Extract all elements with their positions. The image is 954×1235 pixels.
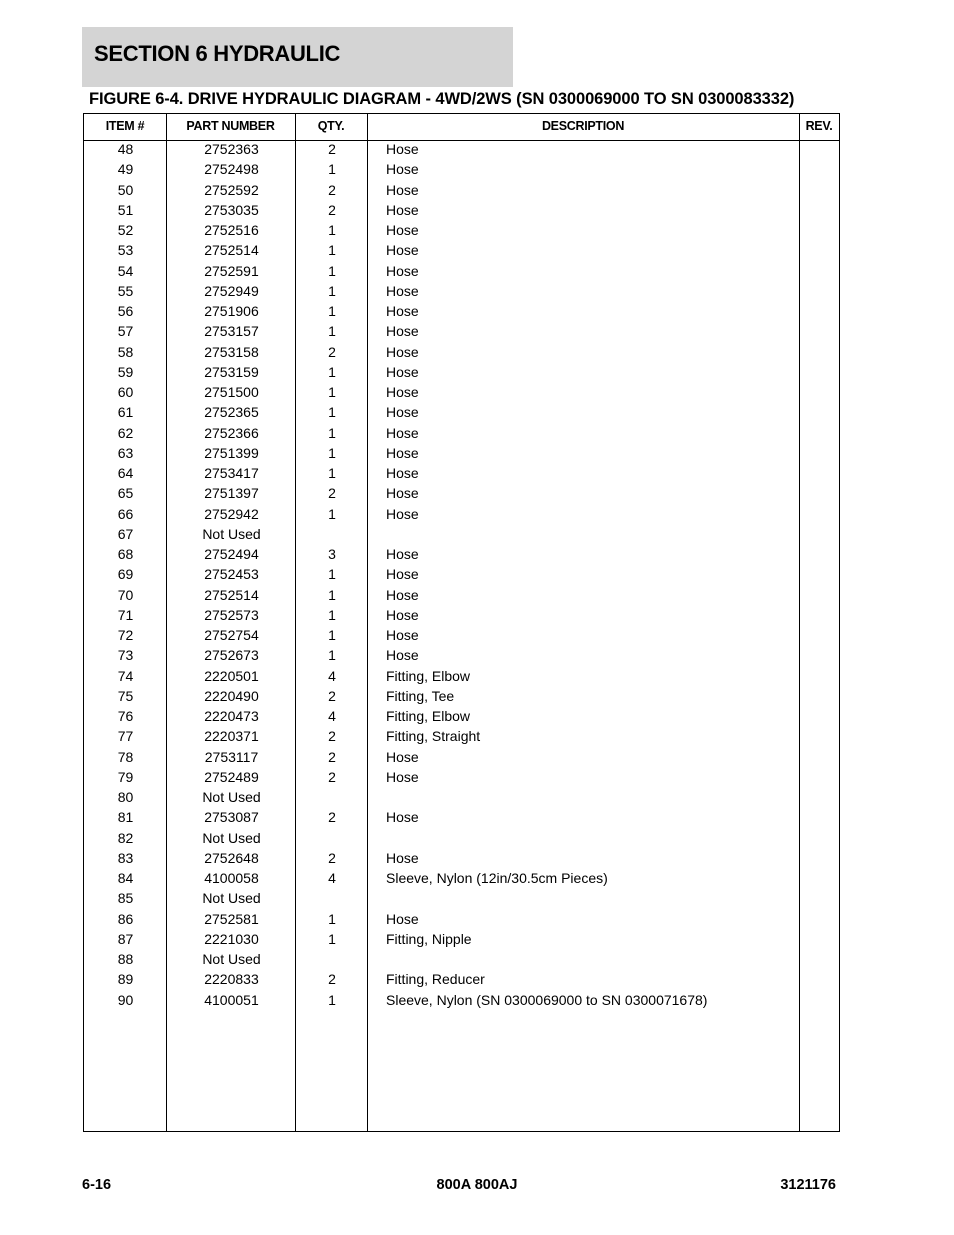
- item-number: 55: [117, 282, 134, 299]
- quantity: 1: [328, 910, 336, 927]
- item-number: 80: [117, 789, 134, 805]
- quantity: 1: [328, 606, 336, 623]
- part-number: 4100058: [204, 870, 259, 886]
- part-number: 2752453: [204, 566, 259, 583]
- part-number: 2752489: [204, 768, 259, 785]
- item-number: 56: [117, 303, 134, 319]
- item-number: 69: [117, 566, 134, 583]
- quantity: 2: [328, 748, 336, 765]
- description: Hose: [386, 606, 419, 623]
- item-number: 67: [117, 525, 134, 542]
- part-number: 2753159: [204, 363, 259, 380]
- description: Hose: [386, 809, 419, 826]
- description: Hose: [386, 424, 419, 441]
- quantity: 2: [328, 809, 336, 826]
- description: Fitting, Elbow: [386, 708, 471, 724]
- part-number: 2751906: [204, 303, 259, 319]
- header-description: DESCRIPTION: [541, 119, 625, 133]
- description: Hose: [386, 201, 419, 218]
- item-number: 81: [117, 809, 134, 826]
- table-row: [84, 993, 839, 1013]
- description: Hose: [386, 748, 419, 765]
- item-number: 61: [117, 404, 134, 421]
- part-number: 2752365: [204, 404, 259, 421]
- item-number: 90: [117, 991, 134, 1008]
- quantity: 1: [328, 323, 336, 340]
- description: Hose: [386, 444, 419, 461]
- item-number: 53: [117, 242, 134, 259]
- item-number: 60: [117, 384, 134, 400]
- item-number: 73: [117, 647, 134, 664]
- quantity: 1: [328, 444, 336, 461]
- quantity: 2: [328, 141, 336, 157]
- table-row: [84, 952, 839, 972]
- description: Hose: [386, 222, 419, 238]
- table-row: [84, 304, 839, 324]
- part-number: 2220501: [204, 667, 259, 684]
- item-number: 51: [117, 201, 134, 218]
- table-row: [84, 162, 839, 182]
- part-number: 2752494: [204, 546, 259, 562]
- quantity: 1: [328, 222, 336, 238]
- quantity: 1: [328, 465, 336, 481]
- part-number: 2751399: [204, 444, 259, 461]
- part-number: Not Used: [202, 525, 261, 542]
- part-number: 2753117: [204, 748, 259, 765]
- quantity: 1: [328, 242, 336, 259]
- table-row: [84, 365, 839, 385]
- part-number: 2220833: [204, 971, 259, 988]
- table-row: [84, 203, 839, 223]
- header-item: ITEM #: [105, 119, 145, 133]
- header-part-number: PART NUMBER: [186, 119, 275, 133]
- item-number: 66: [117, 505, 134, 522]
- part-number: 2221030: [204, 930, 259, 947]
- item-number: 68: [117, 546, 134, 562]
- table-row: [84, 851, 839, 871]
- quantity: 2: [328, 485, 336, 502]
- description: Hose: [386, 768, 419, 785]
- description: Hose: [386, 141, 419, 157]
- quantity: 4: [328, 708, 336, 724]
- description: Hose: [386, 363, 419, 380]
- part-number: 2752516: [204, 222, 259, 238]
- item-number: 83: [117, 849, 134, 866]
- description: Fitting, Reducer: [386, 971, 485, 988]
- item-number: 84: [117, 870, 134, 886]
- description: Fitting, Straight: [386, 728, 481, 745]
- quantity: 1: [328, 930, 336, 947]
- description: Hose: [386, 161, 419, 178]
- item-number: 76: [117, 708, 134, 724]
- part-number: 2752592: [204, 181, 259, 198]
- description: Hose: [386, 505, 419, 522]
- part-number: Not Used: [202, 829, 261, 846]
- part-number: 2220490: [204, 687, 259, 704]
- quantity: 1: [328, 363, 336, 380]
- quantity: 2: [328, 687, 336, 704]
- item-number: 85: [117, 890, 134, 907]
- item-number: 57: [117, 323, 134, 340]
- table-row: [84, 810, 839, 830]
- description: Sleeve, Nylon (12in/30.5cm Pieces): [386, 870, 608, 886]
- footer-doc-number: 3121176: [780, 1177, 836, 1193]
- table-row: [84, 264, 839, 284]
- description: Fitting, Tee: [386, 687, 455, 704]
- table-row: [84, 142, 839, 162]
- description: Hose: [386, 181, 419, 198]
- item-number: 54: [117, 262, 134, 279]
- quantity: 1: [328, 647, 336, 664]
- item-number: 63: [117, 444, 134, 461]
- quantity: 1: [328, 424, 336, 441]
- item-number: 48: [117, 141, 134, 157]
- table-row: [84, 527, 839, 547]
- part-number: 2753157: [204, 323, 259, 340]
- description: Fitting, Elbow: [386, 667, 471, 684]
- item-number: 87: [117, 930, 134, 947]
- table-row: [84, 547, 839, 567]
- description: Hose: [386, 647, 419, 664]
- parts-table: [83, 113, 840, 1132]
- description: Fitting, Nipple: [386, 930, 472, 947]
- description: Hose: [386, 586, 419, 603]
- table-row: [84, 385, 839, 405]
- quantity: 2: [328, 343, 336, 360]
- description: Hose: [386, 566, 419, 583]
- description: Hose: [386, 343, 419, 360]
- part-number: 2752514: [204, 242, 259, 259]
- description: Hose: [386, 627, 419, 643]
- description: Hose: [386, 485, 419, 502]
- table-header: [84, 114, 839, 141]
- part-number: 2752573: [204, 606, 259, 623]
- quantity: 3: [328, 546, 336, 562]
- table-row: [84, 689, 839, 709]
- description: Hose: [386, 242, 419, 259]
- header-rev: REV.: [805, 119, 833, 133]
- item-number: 75: [117, 687, 134, 704]
- part-number: 2220371: [204, 728, 259, 745]
- table-row: [84, 324, 839, 344]
- item-number: 77: [117, 728, 134, 745]
- table-row: [84, 567, 839, 587]
- table-row: [84, 750, 839, 770]
- figure-title: FIGURE 6-4. DRIVE HYDRAULIC DIAGRAM - 4WD/2WS (SN 0300069000 TO SN 0300083332): [89, 90, 795, 108]
- part-number: 2752754: [204, 627, 259, 643]
- part-number: 2752673: [204, 647, 259, 664]
- table-row: [84, 183, 839, 203]
- item-number: 89: [117, 971, 134, 988]
- table-row: [84, 628, 839, 648]
- description: Hose: [386, 910, 419, 927]
- item-number: 64: [117, 465, 134, 481]
- table-row: [84, 507, 839, 527]
- item-number: 49: [117, 161, 134, 178]
- table-row: [84, 831, 839, 851]
- item-number: 71: [117, 606, 134, 623]
- description: Hose: [386, 546, 419, 562]
- quantity: 1: [328, 262, 336, 279]
- item-number: 65: [117, 485, 134, 502]
- item-number: 82: [117, 829, 134, 846]
- part-number: 2752363: [204, 141, 259, 157]
- part-number: 2753158: [204, 343, 259, 360]
- description: Hose: [386, 323, 419, 340]
- table-row: [84, 972, 839, 992]
- table-row: [84, 729, 839, 749]
- item-number: 78: [117, 748, 134, 765]
- quantity: 2: [328, 728, 336, 745]
- part-number: Not Used: [202, 951, 261, 967]
- item-number: 72: [117, 627, 134, 643]
- table-row: [84, 426, 839, 446]
- footer-model: 800A 800AJ: [436, 1177, 518, 1193]
- part-number: 2751397: [204, 485, 259, 502]
- quantity: 1: [328, 627, 336, 643]
- quantity: 1: [328, 282, 336, 299]
- quantity: 2: [328, 768, 336, 785]
- table-row: [84, 223, 839, 243]
- quantity: 2: [328, 201, 336, 218]
- table-row: [84, 486, 839, 506]
- part-number: 2220473: [204, 708, 259, 724]
- part-number: 4100051: [204, 991, 259, 1008]
- table-row: [84, 669, 839, 689]
- quantity: 1: [328, 586, 336, 603]
- table-row: [84, 466, 839, 486]
- part-number: 2751500: [204, 384, 259, 400]
- table-row: [84, 912, 839, 932]
- quantity: 4: [328, 667, 336, 684]
- part-number: 2752498: [204, 161, 259, 178]
- quantity: 1: [328, 303, 336, 319]
- part-number: Not Used: [202, 890, 261, 907]
- part-number: 2753035: [204, 201, 259, 218]
- item-number: 88: [117, 951, 134, 967]
- part-number: 2752648: [204, 849, 259, 866]
- table-row: [84, 709, 839, 729]
- table-body: [84, 142, 839, 1013]
- table-row: [84, 405, 839, 425]
- part-number: 2752514: [204, 586, 259, 603]
- description: Hose: [386, 262, 419, 279]
- quantity: 2: [328, 971, 336, 988]
- item-number: 86: [117, 910, 134, 927]
- quantity: 1: [328, 566, 336, 583]
- quantity: 4: [328, 870, 336, 886]
- part-number: 2752581: [204, 910, 259, 927]
- section-title: SECTION 6 HYDRAULIC: [94, 41, 341, 66]
- item-number: 59: [117, 363, 134, 380]
- footer-page-number: 6-16: [82, 1177, 112, 1193]
- description: Hose: [386, 404, 419, 421]
- item-number: 74: [117, 667, 134, 684]
- table-row: [84, 648, 839, 668]
- table-row: [84, 588, 839, 608]
- description: Sleeve, Nylon (SN 0300069000 to SN 0300071678): [386, 991, 708, 1008]
- description: Hose: [386, 465, 419, 481]
- table-row: [84, 284, 839, 304]
- quantity: 1: [328, 991, 336, 1008]
- quantity: 1: [328, 404, 336, 421]
- header-qty: QTY.: [317, 119, 345, 133]
- part-number: Not Used: [202, 789, 261, 805]
- item-number: 70: [117, 586, 134, 603]
- table-row: [84, 770, 839, 790]
- item-number: 50: [117, 181, 134, 198]
- part-number: 2753417: [204, 465, 259, 481]
- description: Hose: [386, 849, 419, 866]
- part-number: 2752942: [204, 505, 259, 522]
- table-row: [84, 446, 839, 466]
- table-row: [84, 891, 839, 911]
- part-number: 2752949: [204, 282, 259, 299]
- description: Hose: [386, 282, 419, 299]
- part-number: 2753087: [204, 809, 259, 826]
- quantity: 1: [328, 161, 336, 178]
- quantity: 1: [328, 505, 336, 522]
- part-number: 2752591: [204, 262, 259, 279]
- section-banner: [82, 27, 513, 87]
- part-number: 2752366: [204, 424, 259, 441]
- table-row: [84, 608, 839, 628]
- item-number: 79: [117, 768, 134, 785]
- description: Hose: [386, 384, 419, 400]
- item-number: 62: [117, 424, 134, 441]
- quantity: 2: [328, 181, 336, 198]
- description: Hose: [386, 303, 419, 319]
- table-row: [84, 243, 839, 263]
- item-number: 58: [117, 343, 134, 360]
- table-row: [84, 871, 839, 891]
- item-number: 52: [117, 222, 134, 238]
- table-row: [84, 345, 839, 365]
- table-row: [84, 790, 839, 810]
- quantity: 2: [328, 849, 336, 866]
- quantity: 1: [328, 384, 336, 400]
- table-row: [84, 932, 839, 952]
